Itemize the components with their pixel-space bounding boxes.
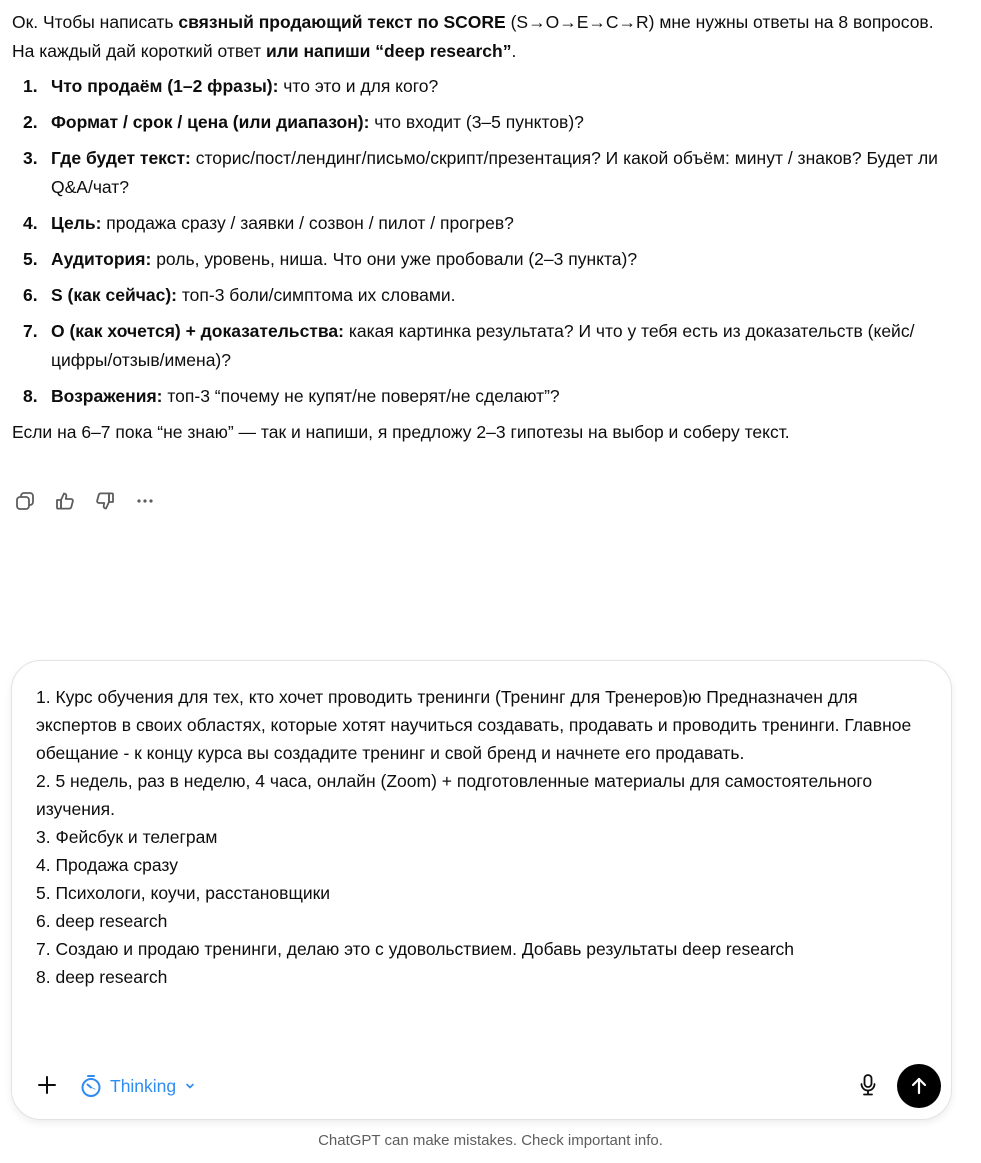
question-item: 7. O (как хочется) + доказательства: какая картинка результата? И что у тебя есть из доказательств (кейс/цифры/отзыв/имена)?: [23, 321, 915, 370]
plus-icon: [36, 1074, 58, 1096]
thumbs-up-button[interactable]: [52, 488, 78, 514]
stopwatch-icon: [80, 1074, 102, 1098]
question-item: 3. Где будет текст: сторис/пост/лендинг/письмо/скрипт/презентация? И какой объём: минут / знаков? Будет ли Q&A/чат?: [23, 148, 938, 197]
thinking-mode-label: Thinking: [110, 1075, 177, 1096]
microphone-icon: [858, 1073, 878, 1097]
dictate-button[interactable]: [855, 1072, 881, 1098]
thumbs-up-icon: [54, 490, 76, 512]
copy-button[interactable]: [12, 488, 38, 514]
question-item: 8. Возражения: топ-3 “почему не купят/не поверят/не сделают”?: [23, 386, 560, 406]
send-button[interactable]: [897, 1064, 941, 1108]
question-item: 6. S (как сейчас): топ-3 боли/симптома их словами.: [23, 285, 456, 305]
more-button[interactable]: [132, 488, 158, 514]
arrow-up-icon: [909, 1076, 929, 1096]
question-item: 2. Формат / срок / цена (или диапазон): что входит (3–5 пунктов)?: [23, 112, 584, 132]
assistant-message: [12, 8, 952, 447]
questions-list: [12, 72, 952, 411]
disclaimer: ChatGPT can make mistakes. Check important info.: [318, 1132, 663, 1149]
outro-paragraph: Если на 6–7 пока “не знаю” — так и напиши, я предложу 2–3 гипотезы на выбор и соберу текст.: [12, 422, 790, 442]
intro-paragraph: Ок. Чтобы написать связный продающий текст по SCORE (S→O→E→C→R) мне нужны ответы на 8 вопросов. На каждый дай короткий ответ или напиши “deep research”.: [12, 12, 934, 61]
question-item: 4. Цель: продажа сразу / заявки / созвон / пилот / прогрев?: [23, 213, 514, 233]
composer: [11, 660, 952, 1120]
question-item: 1. Что продаём (1–2 фразы): что это и для кого?: [23, 76, 439, 96]
thumbs-down-icon: [94, 490, 116, 512]
copy-icon: [14, 490, 36, 512]
thinking-mode-button[interactable]: [80, 1071, 196, 1101]
message-actions: [12, 487, 158, 515]
more-icon: [134, 490, 156, 512]
chevron-down-icon: [184, 1080, 196, 1092]
add-attachment-button[interactable]: [34, 1072, 60, 1098]
thumbs-down-button[interactable]: [92, 488, 118, 514]
question-item: 5. Аудитория: роль, уровень, ниша. Что они уже пробовали (2–3 пункта)?: [23, 249, 638, 269]
message-input[interactable]: [36, 683, 926, 1043]
